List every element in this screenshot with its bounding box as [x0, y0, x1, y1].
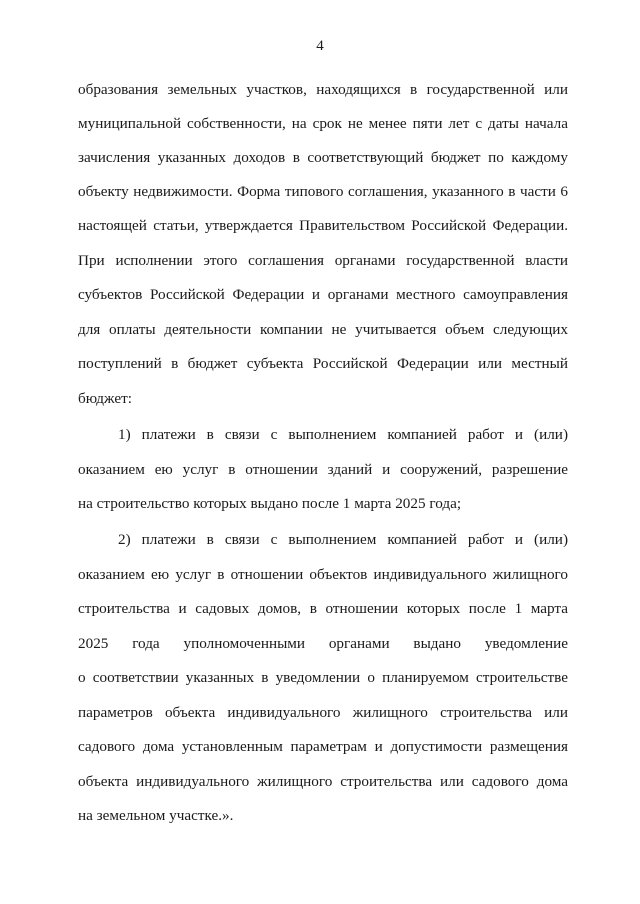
list-item-1-start: 1) платежи в связи с выполнением компанией работ и (или)	[118, 426, 568, 443]
text-line: для оплаты деятельности компании не учитывается объем следующих	[78, 321, 568, 338]
text-line: параметров объекта индивидуального жилищного строительства или	[78, 704, 568, 721]
page-number: 4	[316, 38, 324, 54]
text-line: зачисления указанных доходов в соответствующий бюджет по каждому	[78, 149, 568, 166]
text-line: бюджет:	[78, 390, 132, 407]
text-line: настоящей статьи, утверждается Правительством Российской Федерации.	[78, 217, 568, 234]
text-line: садового дома установленным параметрам и допустимости размещения	[78, 738, 568, 755]
text-line: объекта индивидуального жилищного строительства или садового дома	[78, 773, 568, 790]
text-line: При исполнении этого соглашения органами государственной власти	[78, 252, 568, 269]
text-line: строительства и садовых домов, в отношении которых после 1 марта	[78, 600, 568, 617]
text-line: образования земельных участков, находящихся в государственной или	[78, 81, 568, 98]
text-line: поступлений в бюджет субъекта Российской Федерации или местный	[78, 355, 568, 372]
text-line: на земельном участке.».	[78, 807, 234, 824]
text-line: 2025 года уполномоченными органами выдано уведомление	[78, 635, 568, 652]
text-line: на строительство которых выдано после 1 марта 2025 года;	[78, 495, 462, 512]
text-line: объекту недвижимости. Форма типового соглашения, указанного в части 6	[78, 183, 568, 200]
text-line: муниципальной собственности, на срок не менее пяти лет с даты начала	[78, 115, 568, 132]
text-line: оказанием ею услуг в отношении объектов индивидуального жилищного	[78, 566, 568, 583]
text-line: о соответствии указанных в уведомлении о планируемом строительстве	[78, 669, 568, 686]
text-line: субъектов Российской Федерации и органами местного самоуправления	[78, 286, 568, 303]
list-item-2-start: 2) платежи в связи с выполнением компанией работ и (или)	[118, 531, 568, 548]
text-line: оказанием ею услуг в отношении зданий и сооружений, разрешение	[78, 461, 568, 478]
